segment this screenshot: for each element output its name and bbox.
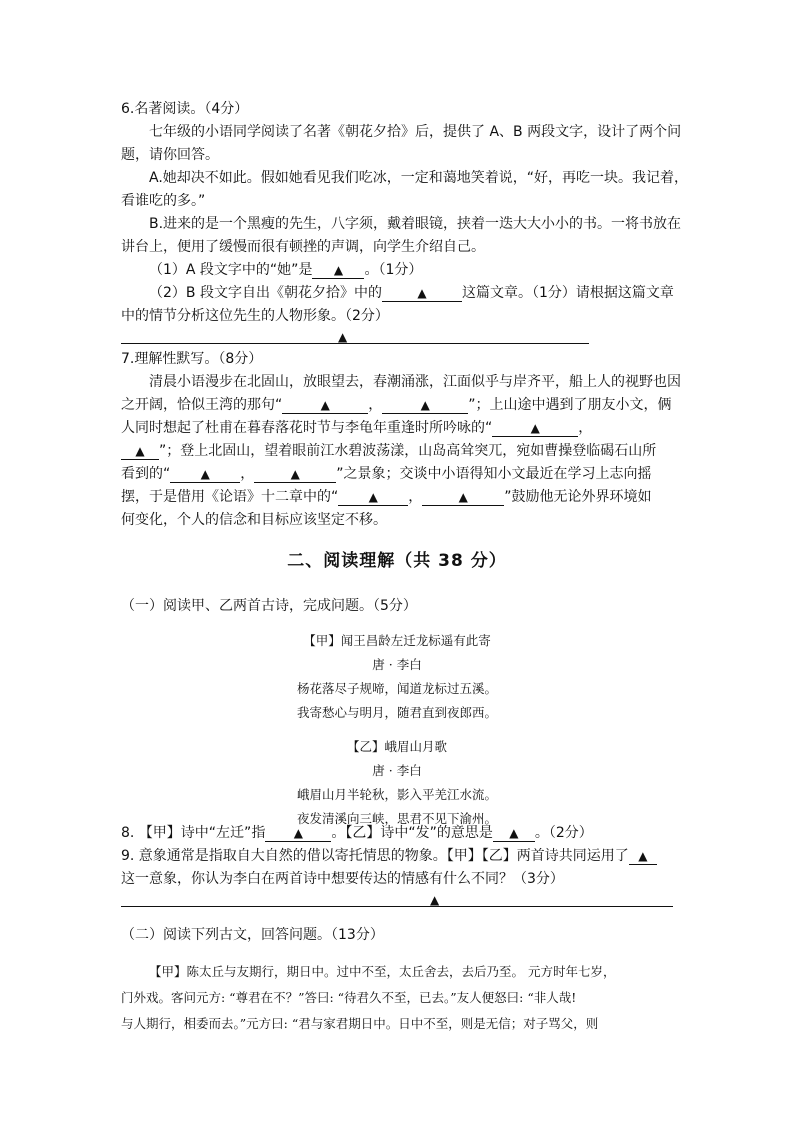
answer-marker: ▲ [420, 398, 430, 412]
answer-blank[interactable] [170, 466, 240, 483]
q7-line3: 人同时想起了杜甫在暮春落花时节与李龟年重逢时所吟咏的“ ▲ ， [121, 420, 593, 436]
q7-line5: 看到的“ ▲ ， ▲ ”之景象；交谈中小语得知小文最近在学习上志向摇 [121, 466, 652, 482]
answer-marker: ▲ [338, 330, 348, 344]
passage-jia-line3: 与人期行，相委而去。”元方曰: “君与家君期日中。日中不至，则是无信；对子骂父，则 [121, 1016, 599, 1031]
answer-marker: ▲ [368, 490, 378, 504]
answer-blank[interactable] [265, 825, 331, 842]
answer-blank[interactable] [382, 397, 468, 414]
poem-a-title: 【甲】闻王昌龄左迁龙标遥有此寄 [303, 633, 491, 648]
q9-line1: 9. 意象通常是指取自大自然的借以寄托情思的物象。【甲】【乙】两首诗共同运用了 ▲ [121, 846, 657, 866]
part2-intro: （二）阅读下列古文，回答问题。（13分） [121, 927, 384, 943]
q6-passage-a-line1: A.她却决不如此。假如她看见我们吃冰，一定和蔼地笑着说，“好，再吃一块。我记着， [149, 170, 689, 186]
answer-marker: ▲ [530, 421, 540, 435]
poem-b-line1: 峨眉山月半轮秋，影入平羌江水流。 [296, 787, 497, 802]
answer-blank[interactable] [312, 262, 364, 279]
q7-line6: 摆，于是借用《论语》十二章中的“ ▲ ， ▲ ”鼓励他无论外界环境如 [121, 489, 652, 505]
q6-passage-b-line2: 讲台上，便用了缓慢而很有顿挫的声调，向学生介绍自己。 [121, 239, 485, 255]
answer-blank[interactable] [282, 397, 368, 414]
answer-marker: ▲ [320, 398, 330, 412]
q6-title: 6.名著阅读。（4分） [121, 101, 249, 117]
passage-jia-line2: 门外戏。客问元方: “尊君在不？”答曰: “待君久不至，已去。”友人便怒曰: “非人哉! [121, 990, 577, 1005]
answer-blank[interactable] [121, 443, 159, 460]
q8: 8. 【甲】诗中“左迁”指 ▲ 。【乙】诗中“发”的意思是 ▲ 。（2分） [121, 825, 593, 841]
answer-marker: ▲ [430, 893, 440, 907]
q6-subquestion-2: （2）B 段文字自出《朝花夕拾》中的 ▲ 这篇文章。（1分）请根据这篇文章 [149, 285, 674, 301]
q7-line2: 之开阔，恰似王湾的那句“ ▲ ， ▲ ”；上山途中遇到了朋友小文，俩 [121, 397, 672, 413]
q7-line7: 何变化，个人的信念和目标应该坚定不移。 [121, 512, 387, 528]
answer-blank[interactable] [629, 848, 657, 865]
answer-marker: ▲ [333, 263, 344, 277]
answer-blank[interactable] [493, 825, 535, 842]
answer-line[interactable] [121, 343, 589, 344]
q6-passage-a-line2: 看谁吃的多。” [121, 193, 206, 209]
answer-line[interactable] [121, 906, 673, 907]
answer-blank[interactable] [382, 285, 462, 302]
answer-marker: ▲ [200, 467, 210, 481]
q7-line1: 清晨小语漫步在北固山，放眼望去，春潮涌涨，江面似乎与岸齐平，船上人的视野也因 [149, 374, 681, 390]
answer-marker: ▲ [509, 826, 519, 840]
answer-marker: ▲ [135, 444, 145, 458]
part1-intro: （一）阅读甲、乙两首古诗，完成问题。（5分） [121, 598, 417, 614]
poem-b-title: 【乙】峨眉山月歌 [346, 739, 447, 754]
poem-a-line1: 杨花落尽子规啼，闻道龙标过五溪。 [296, 681, 497, 696]
answer-marker: ▲ [293, 826, 303, 840]
q6-intro-line2: 题，请你回答。 [121, 147, 219, 163]
answer-marker: ▲ [638, 849, 648, 863]
answer-blank[interactable] [338, 489, 408, 506]
q6-subquestion-1: （1）A 段文字中的“她”是 ▲ 。（1分） [149, 262, 423, 278]
answer-marker: ▲ [290, 467, 300, 481]
answer-blank[interactable] [254, 466, 336, 483]
answer-marker: ▲ [417, 286, 427, 300]
q7-title: 7.理解性默写。（8分） [121, 351, 263, 367]
q6-passage-b-line1: B.进来的是一个黑瘦的先生，八字须，戴着眼镜，挟着一迭大大小小的书。一将书放在 [149, 216, 682, 232]
passage-jia-line1: 【甲】陈太丘与友期行，期日中。过中不至，太丘舍去，去后乃至。 元方时年七岁， [149, 964, 616, 979]
poem-a-line2: 我寄愁心与明月，随君直到夜郎西。 [296, 705, 497, 720]
answer-blank[interactable] [492, 420, 578, 437]
answer-marker: ▲ [458, 490, 468, 504]
q7-line4: ▲ ”；登上北固山，望着眼前江水碧波荡漾，山岛高耸突兀，宛如曹操登临碣石山所 [121, 441, 656, 461]
poem-b-line2: 夜发清溪向三峡，思君不见下渝州。 [296, 811, 497, 826]
poem-a-author: 唐 · 李白 [372, 657, 422, 672]
q6-subquestion-2-line2: 中的情节分析这位先生的人物形象。（2分） [121, 308, 389, 324]
q6-intro-line1: 七年级的小语同学阅读了名著《朝花夕拾》后，提供了 A、B 两段文字，设计了两个问 [149, 124, 682, 140]
answer-blank[interactable] [422, 489, 504, 506]
q9-line2: 这一意象，你认为李白在两首诗中想要传达的情感有什么不同？（3分） [121, 871, 564, 887]
poem-b-author: 唐 · 李白 [372, 763, 422, 778]
section-heading: 二、阅读理解（共 38 分） [287, 551, 507, 571]
